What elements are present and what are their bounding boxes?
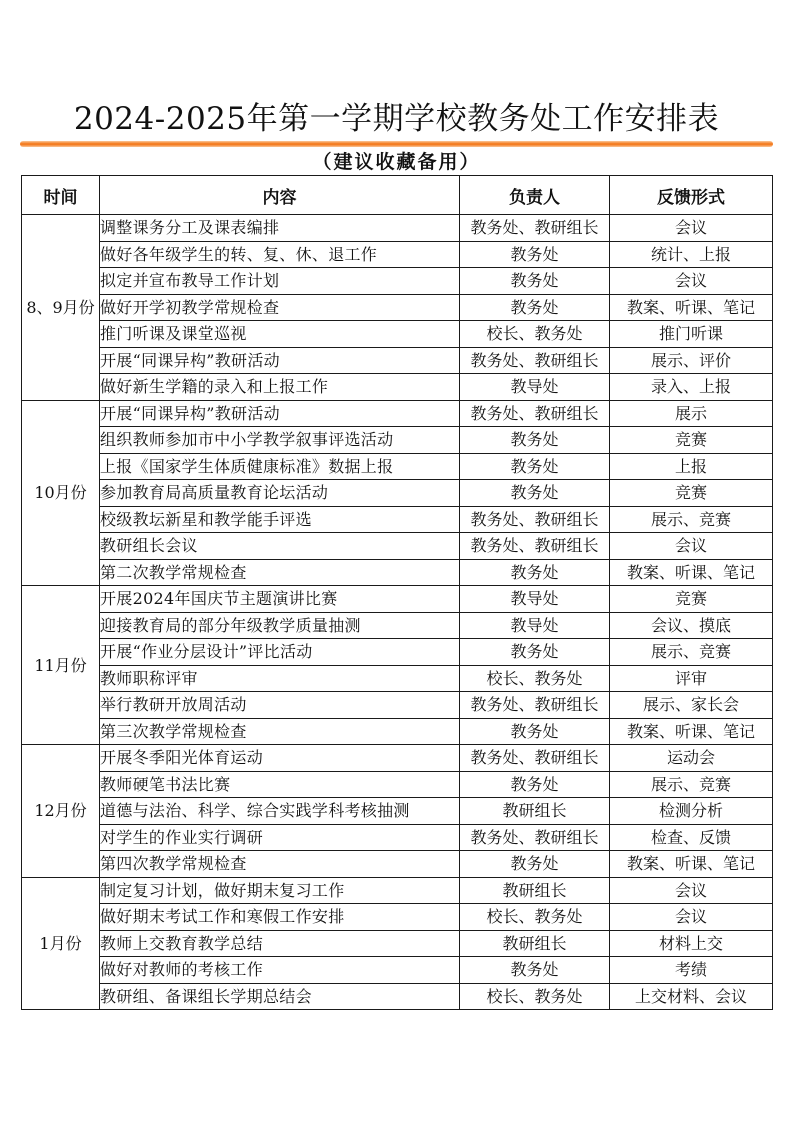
feedback-cell: 评审 <box>610 665 773 692</box>
table-row <box>22 877 773 904</box>
content-cell: 教研组、备课组长学期总结会 <box>100 983 460 1010</box>
table-row <box>22 798 773 825</box>
owner-cell: 教务处、教研组长 <box>460 692 610 719</box>
feedback-cell: 展示、家长会 <box>610 692 773 719</box>
content-cell: 对学生的作业实行调研 <box>100 824 460 851</box>
feedback-cell: 展示、竞赛 <box>610 771 773 798</box>
feedback-cell: 运动会 <box>610 745 773 772</box>
table-row <box>22 453 773 480</box>
content-cell: 道德与法治、科学、综合实践学科考核抽测 <box>100 798 460 825</box>
table-row <box>22 930 773 957</box>
owner-cell: 教导处 <box>460 374 610 401</box>
table-body <box>22 215 773 1010</box>
table-row <box>22 639 773 666</box>
feedback-cell: 展示、评价 <box>610 347 773 374</box>
work-schedule-table <box>21 175 773 1010</box>
header-row <box>22 176 773 215</box>
content-cell: 做好各年级学生的转、复、休、退工作 <box>100 241 460 268</box>
table-row <box>22 559 773 586</box>
table-row <box>22 480 773 507</box>
owner-cell: 校长、教务处 <box>460 665 610 692</box>
table-row <box>22 851 773 878</box>
period-cell: 8、9月份 <box>22 215 100 401</box>
title-underline-divider <box>20 141 773 147</box>
content-cell: 迎接教育局的部分年级教学质量抽测 <box>100 612 460 639</box>
feedback-cell: 统计、上报 <box>610 241 773 268</box>
feedback-cell: 教案、听课、笔记 <box>610 294 773 321</box>
content-cell: 第三次教学常规检查 <box>100 718 460 745</box>
content-cell: 开展“同课异构”教研活动 <box>100 347 460 374</box>
feedback-cell: 竞赛 <box>610 480 773 507</box>
content-cell: 做好开学初教学常规检查 <box>100 294 460 321</box>
content-cell: 第四次教学常规检查 <box>100 851 460 878</box>
owner-cell: 教研组长 <box>460 930 610 957</box>
table-row <box>22 586 773 613</box>
header-content: 内容 <box>100 176 460 215</box>
owner-cell: 教务处、教研组长 <box>460 506 610 533</box>
table-row <box>22 294 773 321</box>
table-row <box>22 268 773 295</box>
content-cell: 开展2024年国庆节主题演讲比赛 <box>100 586 460 613</box>
content-cell: 开展“作业分层设计”评比活动 <box>100 639 460 666</box>
feedback-cell: 会议 <box>610 268 773 295</box>
feedback-cell: 检查、反馈 <box>610 824 773 851</box>
content-cell: 教师职称评审 <box>100 665 460 692</box>
feedback-cell: 教案、听课、笔记 <box>610 851 773 878</box>
feedback-cell: 展示、竞赛 <box>610 506 773 533</box>
table-row <box>22 745 773 772</box>
header-time: 时间 <box>22 176 100 215</box>
feedback-cell: 录入、上报 <box>610 374 773 401</box>
feedback-cell: 展示、竞赛 <box>610 639 773 666</box>
feedback-cell: 推门听课 <box>610 321 773 348</box>
table-row <box>22 692 773 719</box>
table-row <box>22 957 773 984</box>
content-cell: 参加教育局高质量教育论坛活动 <box>100 480 460 507</box>
content-cell: 做好期末考试工作和寒假工作安排 <box>100 904 460 931</box>
table-row <box>22 983 773 1010</box>
feedback-cell: 上报 <box>610 453 773 480</box>
content-cell: 开展“同课异构”教研活动 <box>100 400 460 427</box>
feedback-cell: 材料上交 <box>610 930 773 957</box>
period-cell: 1月份 <box>22 877 100 1010</box>
owner-cell: 教研组长 <box>460 877 610 904</box>
table-row <box>22 612 773 639</box>
content-cell: 举行教研开放周活动 <box>100 692 460 719</box>
table-row <box>22 347 773 374</box>
feedback-cell: 考绩 <box>610 957 773 984</box>
table-row <box>22 665 773 692</box>
content-cell: 组织教师参加市中小学教学叙事评选活动 <box>100 427 460 454</box>
header-owner: 负责人 <box>460 176 610 215</box>
feedback-cell: 竞赛 <box>610 427 773 454</box>
period-cell: 11月份 <box>22 586 100 745</box>
owner-cell: 教务处、教研组长 <box>460 745 610 772</box>
owner-cell: 教务处 <box>460 851 610 878</box>
owner-cell: 教导处 <box>460 586 610 613</box>
table-row <box>22 427 773 454</box>
content-cell: 做好对教师的考核工作 <box>100 957 460 984</box>
feedback-cell: 展示 <box>610 400 773 427</box>
owner-cell: 教务处、教研组长 <box>460 215 610 242</box>
feedback-cell: 上交材料、会议 <box>610 983 773 1010</box>
owner-cell: 教导处 <box>460 612 610 639</box>
period-cell: 12月份 <box>22 745 100 878</box>
owner-cell: 校长、教务处 <box>460 983 610 1010</box>
owner-cell: 教务处 <box>460 453 610 480</box>
table-row <box>22 771 773 798</box>
owner-cell: 校长、教务处 <box>460 321 610 348</box>
owner-cell: 教务处、教研组长 <box>460 400 610 427</box>
table-row <box>22 374 773 401</box>
owner-cell: 教务处 <box>460 771 610 798</box>
period-cell: 10月份 <box>22 400 100 586</box>
table-row <box>22 215 773 242</box>
owner-cell: 教务处 <box>460 427 610 454</box>
owner-cell: 教务处 <box>460 268 610 295</box>
owner-cell: 教务处 <box>460 559 610 586</box>
document-title: 2024-2025年第一学期学校教务处工作安排表 <box>73 101 720 137</box>
content-cell: 开展冬季阳光体育运动 <box>100 745 460 772</box>
feedback-cell: 会议 <box>610 533 773 560</box>
document-subtitle: （建议收藏备用） <box>312 151 481 173</box>
feedback-cell: 检测分析 <box>610 798 773 825</box>
content-cell: 制定复习计划，做好期末复习工作 <box>100 877 460 904</box>
owner-cell: 教务处、教研组长 <box>460 824 610 851</box>
owner-cell: 教务处 <box>460 957 610 984</box>
content-cell: 教研组长会议 <box>100 533 460 560</box>
table-row <box>22 904 773 931</box>
table-row <box>22 506 773 533</box>
content-cell: 做好新生学籍的录入和上报工作 <box>100 374 460 401</box>
content-cell: 教师上交教育教学总结 <box>100 930 460 957</box>
content-cell: 教师硬笔书法比赛 <box>100 771 460 798</box>
header-feedback: 反馈形式 <box>610 176 773 215</box>
table-row <box>22 533 773 560</box>
table-row <box>22 321 773 348</box>
owner-cell: 教务处、教研组长 <box>460 347 610 374</box>
content-cell: 上报《国家学生体质健康标准》数据上报 <box>100 453 460 480</box>
feedback-cell: 会议 <box>610 877 773 904</box>
feedback-cell: 竞赛 <box>610 586 773 613</box>
content-cell: 拟定并宣布教导工作计划 <box>100 268 460 295</box>
feedback-cell: 会议 <box>610 904 773 931</box>
table-row <box>22 400 773 427</box>
feedback-cell: 教案、听课、笔记 <box>610 559 773 586</box>
owner-cell: 校长、教务处 <box>460 904 610 931</box>
content-cell: 推门听课及课堂巡视 <box>100 321 460 348</box>
content-cell: 调整课务分工及课表编排 <box>100 215 460 242</box>
feedback-cell: 会议、摸底 <box>610 612 773 639</box>
feedback-cell: 教案、听课、笔记 <box>610 718 773 745</box>
owner-cell: 教研组长 <box>460 798 610 825</box>
table-row <box>22 718 773 745</box>
owner-cell: 教务处 <box>460 241 610 268</box>
owner-cell: 教务处 <box>460 718 610 745</box>
table-row <box>22 241 773 268</box>
owner-cell: 教务处 <box>460 480 610 507</box>
table-header <box>22 176 773 215</box>
content-cell: 校级教坛新星和教学能手评选 <box>100 506 460 533</box>
table-row <box>22 824 773 851</box>
owner-cell: 教务处 <box>460 294 610 321</box>
owner-cell: 教务处、教研组长 <box>460 533 610 560</box>
content-cell: 第二次教学常规检查 <box>100 559 460 586</box>
owner-cell: 教务处 <box>460 639 610 666</box>
feedback-cell: 会议 <box>610 215 773 242</box>
